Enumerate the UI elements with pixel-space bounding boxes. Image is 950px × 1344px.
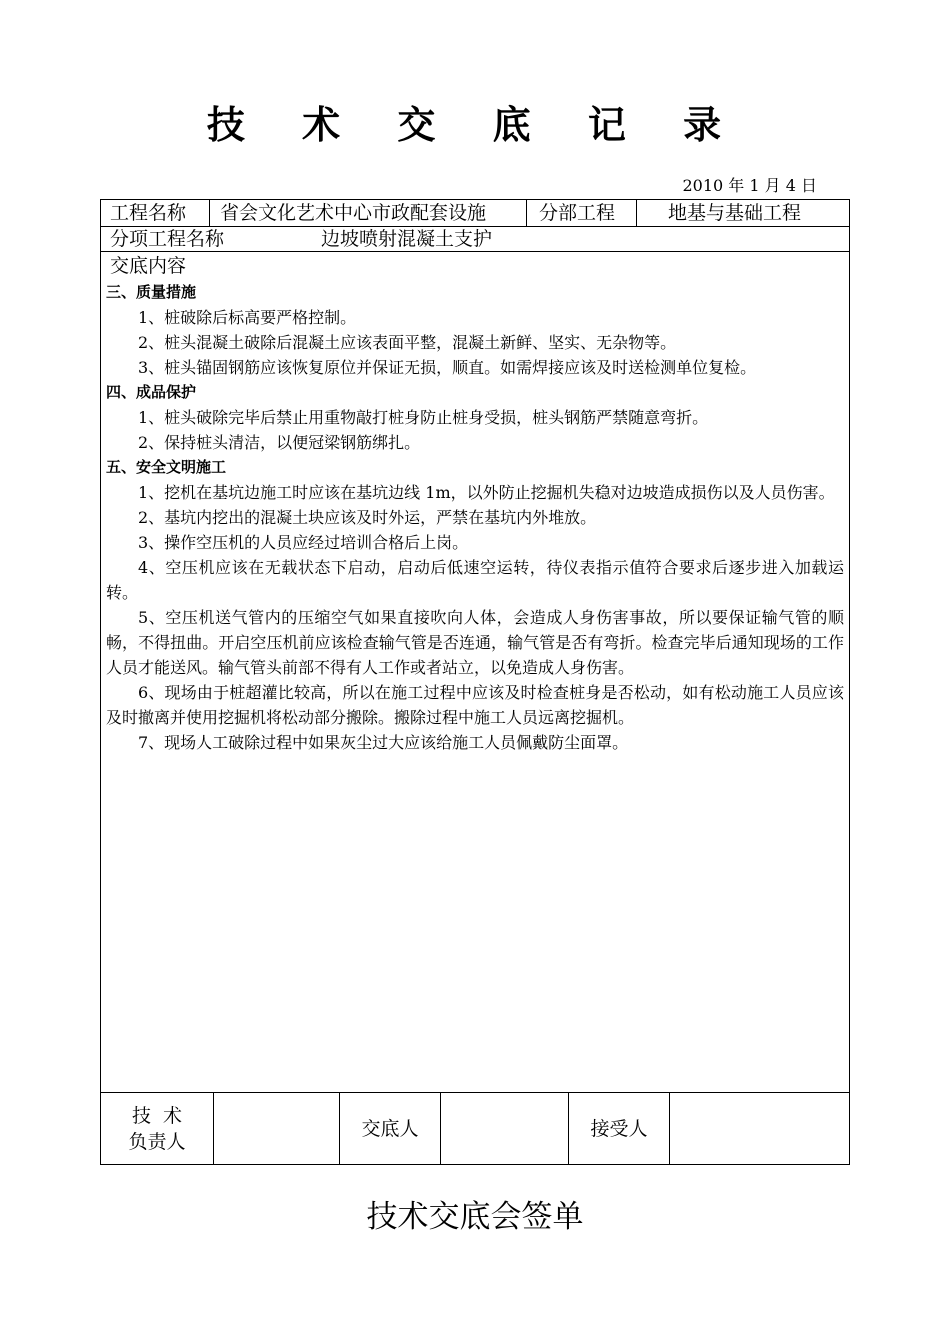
- receiver-signature-field[interactable]: [670, 1093, 849, 1164]
- list-item: 5、空压机送气管内的压缩空气如果直接吹向人体，会造成人身伤害事故，所以要保证输气管的顺畅，不得扭曲。开启空压机前应该检查输气管是否连通，输气管是否有弯折。检查完毕后通知现场的工作人员才能送风。输气管头前部不得有人工作或者站立，以免造成人身伤害。: [106, 608, 844, 677]
- list-item: 2、桩头混凝土破除后混凝土应该表面平整，混凝土新鲜、坚实、无杂物等。: [138, 333, 677, 352]
- list-item: 4、空压机应该在无载状态下启动，启动后低速空运转，待仪表指示值符合要求后逐步进入加载运转。: [106, 558, 844, 602]
- discloser-label: 交底人: [361, 1117, 419, 1140]
- list-item: 1、桩头破除完毕后禁止用重物敲打桩身防止桩身受损，桩头钢筋严禁随意弯折。: [138, 408, 709, 427]
- tech-lead-signature-field[interactable]: [214, 1093, 339, 1164]
- division-value: 地基与基础工程: [668, 202, 802, 224]
- list-item: 6、现场由于桩超灌比较高，所以在施工过程中应该及时检查桩身是否松动，如有松动施工人员应该及时撤离并使用挖掘机将松动部分搬除。搬除过程中施工人员远离挖掘机。: [106, 683, 844, 727]
- list-item: 2、基坑内挖出的混凝土块应该及时外运，严禁在基坑内外堆放。: [138, 508, 597, 527]
- document-date: 2010 年 1 月 4 日: [682, 176, 817, 195]
- subproject-label: 分项工程名称: [110, 228, 225, 250]
- list-item: 2、保持桩头清洁，以便冠梁钢筋绑扎。: [138, 433, 421, 452]
- tech-lead-label: [101, 1093, 213, 1164]
- project-row: [101, 200, 849, 227]
- project-name-label: 工程名称: [110, 202, 187, 224]
- record-table: [100, 199, 850, 1165]
- project-name-value: 省会文化艺术中心市政配套设施: [220, 202, 487, 224]
- tech-lead-label-line1: 技 术: [131, 1104, 183, 1127]
- subproject-value: 边坡喷射混凝土支护: [321, 228, 493, 250]
- subproject-row: [101, 227, 849, 252]
- content-cell: [101, 252, 849, 1093]
- list-item: 1、挖机在基坑边施工时应该在基坑边线 1m，以外防止挖掘机失稳对边坡造成损伤以及人员伤害。: [138, 483, 835, 502]
- list-item: 3、操作空压机的人员应经过培训合格后上岗。: [138, 533, 469, 552]
- division-label: 分部工程: [539, 202, 616, 224]
- receiver-label: 接受人: [590, 1117, 648, 1140]
- tech-lead-label-line2: 负责人: [128, 1130, 186, 1153]
- list-item: 7、现场人工破除过程中如果灰尘过大应该给施工人员佩戴防尘面罩。: [138, 733, 629, 752]
- discloser-signature-field[interactable]: [441, 1093, 568, 1164]
- content-body: [106, 280, 844, 755]
- document-title: 技 术 交 底 记 录: [206, 102, 744, 147]
- content-label: 交底内容: [110, 255, 187, 277]
- section-heading: 三、质量措施: [106, 283, 197, 301]
- signature-row: [101, 1093, 849, 1164]
- list-item: 1、桩破除后标高要严格控制。: [138, 308, 357, 327]
- footer-title: 技术交底会签单: [366, 1199, 584, 1235]
- section-heading: 五、安全文明施工: [106, 458, 227, 476]
- section-heading: 四、成品保护: [106, 383, 197, 401]
- list-item: 3、桩头锚固钢筋应该恢复原位并保证无损，顺直。如需焊接应该及时送检测单位复检。: [138, 358, 757, 377]
